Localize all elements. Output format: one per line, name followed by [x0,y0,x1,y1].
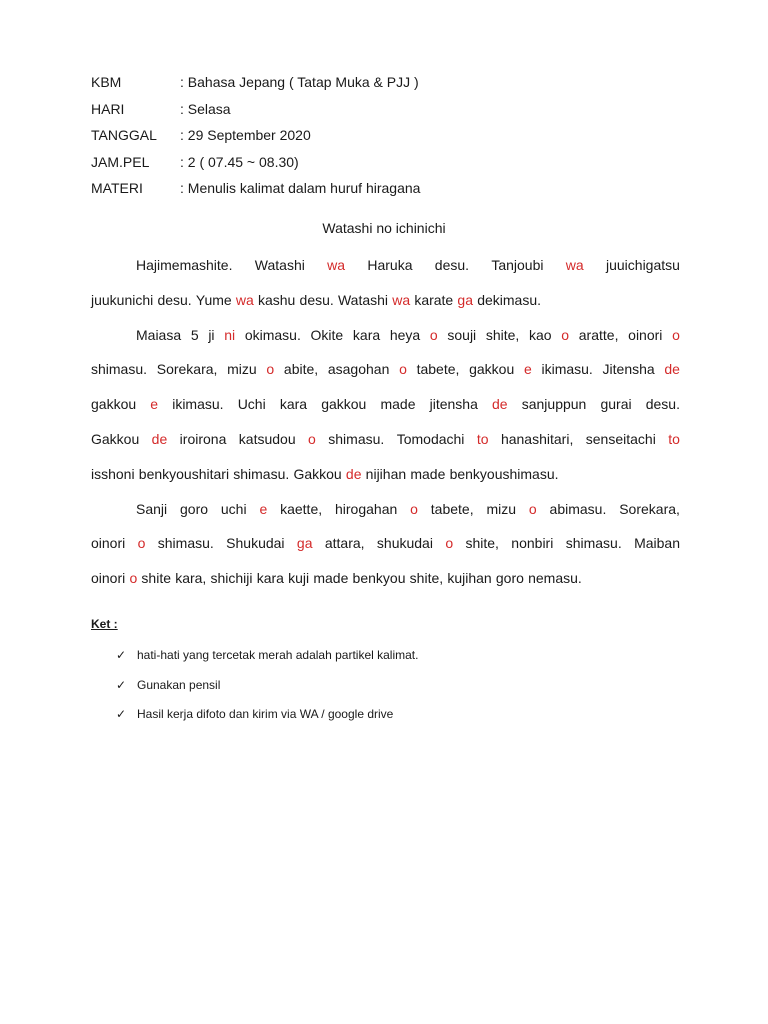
word: made [380,396,416,413]
checkmark-icon: ✓ [116,648,127,662]
particle-word: ga [296,535,313,552]
word: heya [389,326,421,343]
word: kaette, [280,500,323,517]
word: shite [141,570,171,587]
word: benkyou [352,570,406,587]
word: ikimasu. [541,361,593,378]
particle-word: o [308,430,316,447]
particle-word: e [259,500,268,517]
word: ji [208,326,215,343]
note-text: Gunakan pensil [137,677,221,692]
particle-word: o [672,326,680,343]
header-value: : Menulis kalimat dalam huruf hiragana [180,180,421,196]
word: 5 [190,326,199,343]
word: kara [352,326,381,343]
word: kara [256,570,284,587]
word: gakkou [321,396,367,413]
word: juukunichi [91,291,154,308]
header-label: HARI [91,100,125,117]
word: Sorekara, [619,500,680,517]
note-text: hati-hati yang tercetak merah adalah partikel kalimat. [137,648,419,662]
header-label: TANGGAL [91,127,157,143]
word: benkyoushitari [138,465,230,482]
word: asagohan [327,361,390,378]
word: oinori [628,326,663,343]
notes-list [116,646,418,735]
word: kuji [288,570,310,587]
particle-word: o [129,570,138,587]
text-line [91,568,680,603]
header-row-tanggal [91,125,420,152]
particle-word: de [664,361,680,378]
word: abimasu. [549,500,607,517]
word: isshoni [91,465,135,482]
word: sanjuppun [521,396,587,413]
word: uchi [220,500,247,517]
particle-word: o [137,535,146,552]
word: shite, [465,535,499,552]
word: iroirona [179,430,227,447]
word: desu. [645,396,680,413]
particle-word: de [345,465,362,482]
word: Uchi [237,396,266,413]
word: Hajimemashite. [136,257,233,273]
particle-word: o [561,326,570,343]
word: katsudou [238,430,296,447]
particle-word: to [668,430,680,447]
word: karate [414,291,454,308]
note-item [116,676,418,706]
lesson-header [91,72,420,205]
particle-word: o [410,500,418,517]
header-value: : Selasa [180,100,231,117]
particle-word: to [476,430,489,447]
word: shichiji [210,570,253,587]
particle-word: wa [235,291,254,308]
word: nijihan [365,465,407,482]
word: made [313,570,349,587]
word: dekimasu. [477,291,541,308]
text-line [91,533,680,568]
header-row-kbm [91,72,420,99]
notes-heading: Ket : [91,617,118,631]
paragraph [91,255,680,325]
particle-word: wa [565,257,584,273]
text-line [91,394,680,429]
word: shimasu. [565,535,622,552]
particle-word: o [429,326,438,343]
particle-word: e [523,361,532,378]
particle-word: o [528,500,537,517]
text-line [91,499,680,534]
word: kara [279,396,308,413]
word: kujihan [447,570,492,587]
word: shimasu. [157,535,214,552]
note-text: Hasil kerja difoto dan kirim via WA / google drive [137,707,394,721]
word: nonbiri [511,535,554,552]
checkmark-icon: ✓ [116,677,127,692]
word: juuichigatsu [605,257,680,273]
word: Maiasa [136,326,182,343]
word: benkyoushimasu. [449,465,559,482]
word: Jitensha [602,361,655,378]
word: Sanji [136,500,168,517]
word: Watashi [254,257,305,273]
particle-word: ga [457,291,473,308]
text-line [91,359,680,394]
word: shukudai [376,535,433,552]
word: tabete, [416,361,460,378]
text-line [91,290,680,325]
particle-word: o [445,535,454,552]
particle-word: de [151,430,168,447]
word: oinori [91,535,126,552]
word: ikimasu. [172,396,224,413]
word: desu. [157,291,192,308]
word: Haruka [367,257,413,273]
header-value: : 2 ( 07.45 ~ 08.30) [180,153,299,170]
header-row-jampel [91,152,420,179]
word: jitensha [429,396,478,413]
word: mizu [227,361,257,378]
word: Maiban [634,535,680,552]
word: Tomodachi [396,430,465,447]
word: senseitachi [585,430,656,447]
word: Gakkou [91,430,140,447]
paragraph [91,325,680,499]
word: souji [447,326,477,343]
word: Gakkou [293,465,342,482]
word: hirogahan [334,500,398,517]
word: gakkou [469,361,515,378]
word: Yume [195,291,232,308]
header-label: JAM.PEL [91,153,150,170]
header-label: MATERI [91,180,143,196]
particle-word: ni [224,326,236,343]
word: Tanjoubi [491,257,544,273]
header-label: KBM [91,74,122,90]
word: okimasu. [244,326,301,343]
text-line [91,464,680,499]
word: shimasu. [233,465,290,482]
header-value: : Bahasa Jepang ( Tatap Muka & PJJ ) [180,74,419,90]
word: abite, [283,361,319,378]
note-item [116,705,418,735]
text-line [91,325,680,360]
word: tabete, [430,500,474,517]
word: nemasu. [528,570,582,587]
header-value: : 29 September 2020 [180,127,311,143]
header-row-materi [91,178,420,205]
word: goro [180,500,209,517]
document-title: Watashi no ichinichi [322,220,446,236]
particle-word: o [399,361,407,378]
word: kashu [257,291,296,308]
word: Sorekara, [156,361,218,378]
particle-word: o [266,361,275,378]
word: desu. [434,257,470,273]
word: goro [495,570,524,587]
particle-word: wa [327,257,346,273]
word: hanashitari, [500,430,574,447]
paragraph [91,499,680,603]
word: made [410,465,446,482]
word: desu. [299,291,334,308]
word: aratte, [578,326,619,343]
word: attara, [324,535,365,552]
particle-word: de [492,396,508,413]
particle-word: wa [392,291,411,308]
word: Okite [310,326,344,343]
checkmark-icon: ✓ [116,707,127,721]
word: gurai [600,396,632,413]
document-body [91,255,680,603]
word: oinori [91,570,126,587]
header-row-hari [91,99,420,126]
word: shimasu. [328,430,385,447]
word: shimasu. [91,361,148,378]
word: mizu [486,500,517,517]
word: kara, [175,570,207,587]
word: Shukudai [226,535,285,552]
word: gakkou [91,396,137,413]
particle-word: e [150,396,159,413]
text-line [91,255,680,290]
word: Watashi [337,291,389,308]
word: shite, [485,326,520,343]
word: kao [529,326,552,343]
text-line [91,429,680,464]
word: shite, [409,570,444,587]
note-item [116,646,418,676]
